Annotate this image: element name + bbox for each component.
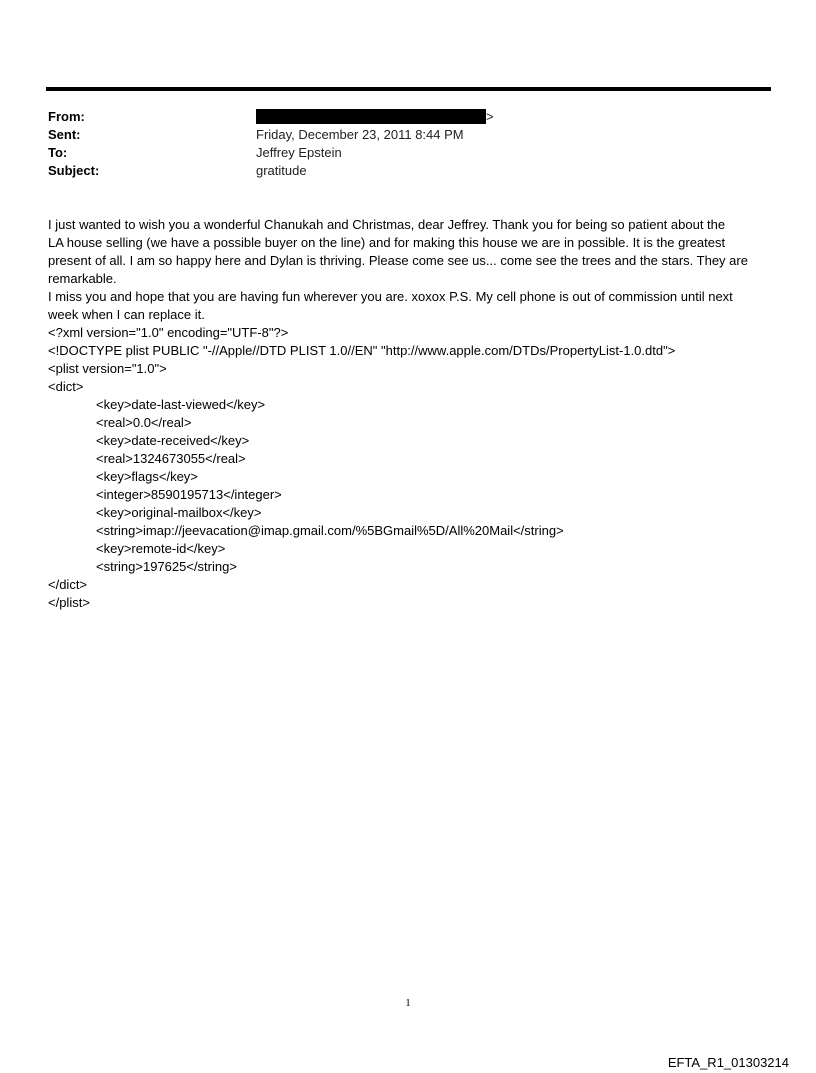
paragraph-1: [48, 216, 768, 288]
body-line: week when I can replace it.: [48, 307, 205, 322]
code-line: <plist version="1.0">: [48, 361, 167, 376]
from-value: [256, 108, 494, 126]
code-line: <key>flags</key>: [96, 469, 198, 484]
code-line: <key>date-last-viewed</key>: [96, 397, 266, 412]
from-label: From:: [48, 109, 85, 124]
email-body: [48, 216, 768, 612]
code-line: </plist>: [48, 595, 90, 610]
body-line: I miss you and hope that you are having fun wherever you are. xoxox P.S. My cell phone is out of commission until next: [48, 289, 733, 304]
redaction-box: [256, 109, 486, 124]
subject-row: [48, 162, 748, 180]
sent-row: [48, 126, 748, 144]
to-row: [48, 144, 748, 162]
email-header: [48, 108, 748, 180]
body-line: present of all. I am so happy here and Dylan is thriving. Please come see us... come see the trees and the stars. They are: [48, 253, 748, 268]
sent-label: Sent:: [48, 127, 81, 142]
paragraph-2: [48, 288, 768, 324]
subject-label: Subject:: [48, 163, 100, 178]
from-row: [48, 108, 748, 126]
subject-value: gratitude: [256, 163, 307, 178]
to-label: To:: [48, 145, 68, 160]
plist-closing-lines: [48, 576, 768, 612]
body-line: I just wanted to wish you a wonderful Chanukah and Christmas, dear Jeffrey. Thank you for being so patient about the: [48, 217, 726, 232]
code-line: <real>0.0</real>: [96, 415, 192, 430]
sent-value: Friday, December 23, 2011 8:44 PM: [256, 127, 464, 142]
code-line: <key>remote-id</key>: [96, 541, 226, 556]
code-line: <string>197625</string>: [96, 559, 237, 574]
from-suffix: >: [486, 109, 494, 124]
document-id: EFTA_R1_01303214: [667, 1055, 789, 1070]
header-rule: [46, 87, 771, 91]
body-line: remarkable.: [48, 271, 117, 286]
body-line: LA house selling (we have a possible buyer on the line) and for making this house we are in possible. It is the greatest: [48, 235, 726, 250]
to-value: Jeffrey Epstein: [256, 145, 342, 160]
code-line: <?xml version="1.0" encoding="UTF-8"?>: [48, 325, 289, 340]
code-line: <key>original-mailbox</key>: [96, 505, 262, 520]
code-line: <integer>8590195713</integer>: [96, 487, 282, 502]
code-line: </dict>: [48, 577, 88, 592]
code-line: <string>imap://jeevacation@imap.gmail.com/%5BGmail%5D/All%20Mail</string>: [96, 523, 564, 538]
plist-header-lines: [48, 324, 768, 396]
code-line: <key>date-received</key>: [96, 433, 250, 448]
page-number: 1: [405, 997, 411, 1009]
plist-dict-lines: [48, 396, 768, 576]
code-line: <dict>: [48, 379, 84, 394]
code-line: <real>1324673055</real>: [96, 451, 246, 466]
code-line: <!DOCTYPE plist PUBLIC "-//Apple//DTD PLIST 1.0//EN" "http://www.apple.com/DTDs/PropertyList-1.0.dtd">: [48, 343, 676, 358]
